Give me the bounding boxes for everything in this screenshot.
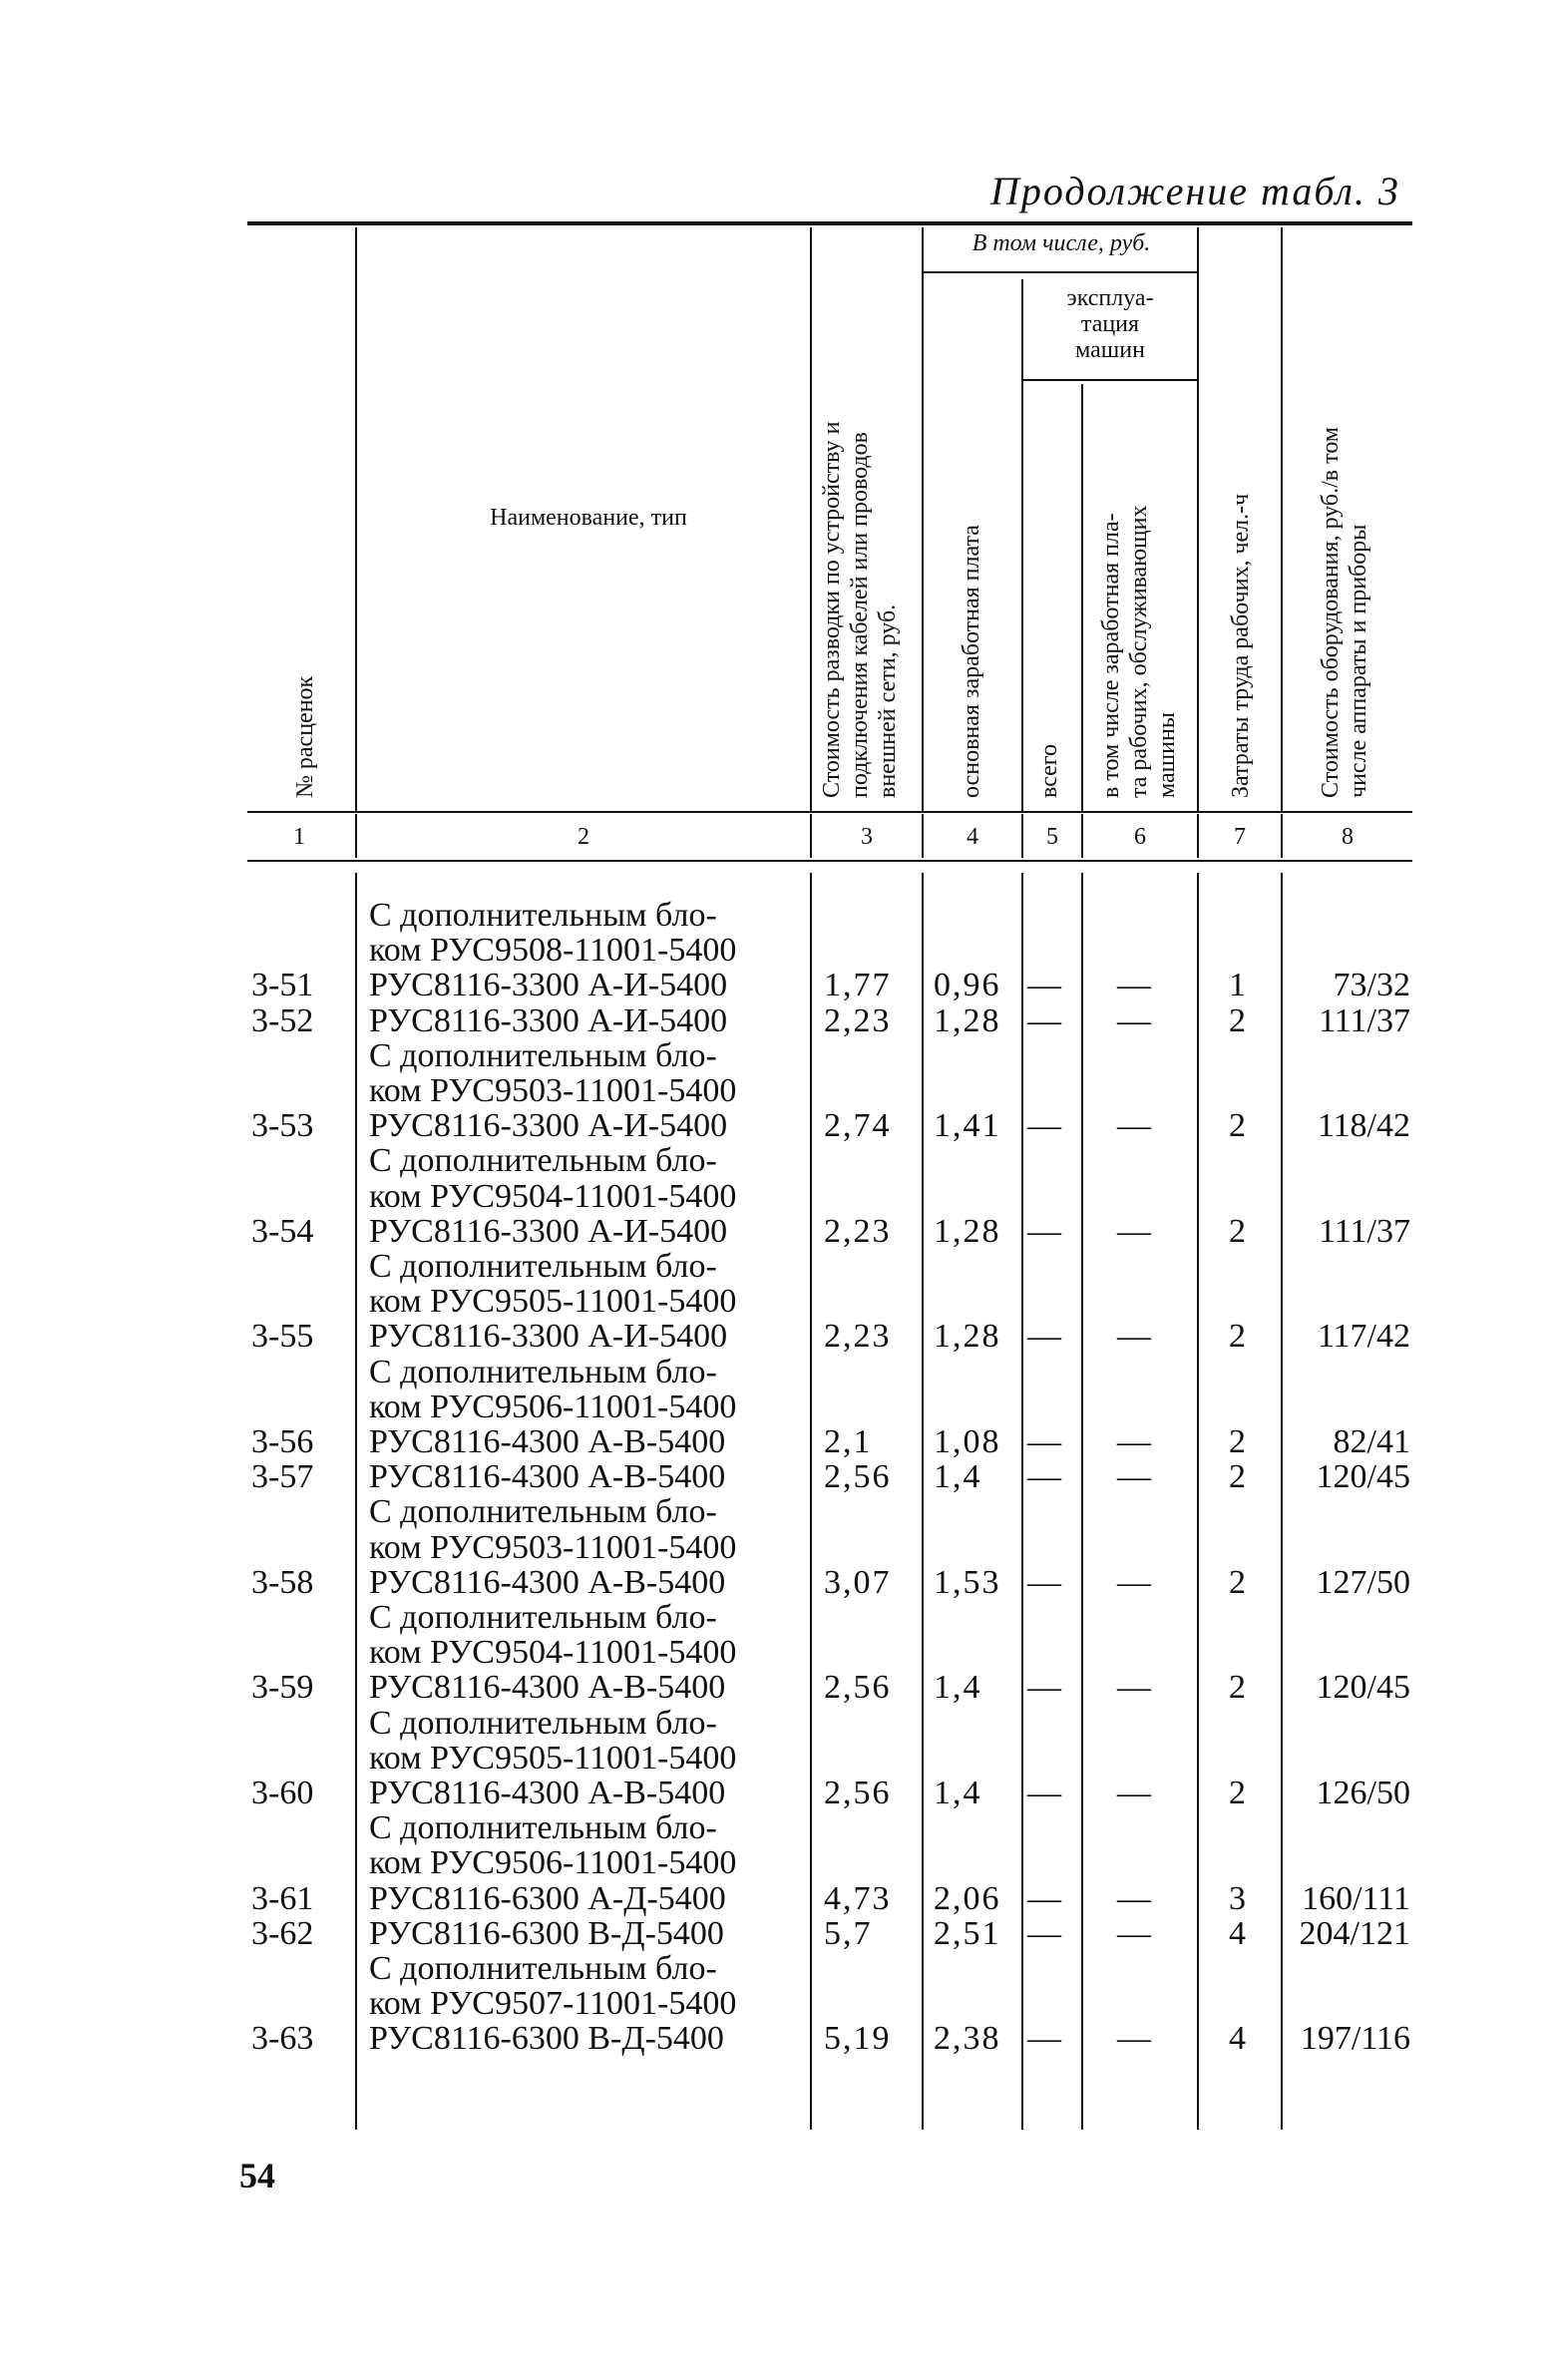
cell-name: РУС8116-3300 А-И-5400 — [369, 1318, 728, 1356]
colnum-divider — [922, 814, 924, 858]
column-number: 8 — [1342, 824, 1354, 850]
cell-v4: 1,28 — [934, 1212, 1001, 1250]
colnum-divider — [1081, 814, 1083, 858]
header-col4-label: основная заработная плата — [959, 525, 984, 798]
cell-name: РУС8116-3300 А-И-5400 — [369, 1212, 728, 1250]
cell-name: С дополнительным бло- — [369, 1353, 717, 1390]
cell-v4: 1,4 — [934, 1669, 982, 1707]
table-row — [0, 1600, 1550, 1636]
table-row — [0, 1284, 1550, 1320]
cell-v3: 1,77 — [824, 967, 892, 1004]
cell-v5: — — [1027, 1563, 1061, 1601]
cell-v6: — — [1117, 1212, 1151, 1250]
cell-name: ком РУС9503-11001-5400 — [369, 1528, 737, 1566]
cell-name: РУС8116-4300 А-В-5400 — [369, 1669, 726, 1707]
header-col5-label: всего — [1036, 743, 1062, 798]
table-row — [0, 1459, 1550, 1495]
cell-v7: 3 — [1229, 1879, 1246, 1917]
cell-name: РУС8116-4300 А-В-5400 — [369, 1563, 726, 1601]
table-row — [0, 898, 1550, 934]
colnum-bottom-rule — [247, 860, 1412, 862]
colnum-divider — [1281, 814, 1283, 858]
cell-name: РУС8116-6300 В-Д-5400 — [369, 1914, 724, 1952]
cell-name: ком РУС9507-11001-5400 — [369, 1985, 737, 2023]
header-col3-label: Стоимость разводки по устройству и подключения кабелей или проводов внешней сети, руб. — [819, 421, 901, 798]
cell-v8: 73/32 — [1333, 967, 1410, 1004]
cell-v3: 2,1 — [824, 1423, 873, 1460]
table-row — [0, 1810, 1550, 1846]
header-group-label: В том числе, руб. — [971, 230, 1151, 256]
header-divider — [1197, 227, 1199, 811]
cell-v5: — — [1027, 1318, 1061, 1356]
cell-v8: 197/116 — [1300, 2020, 1410, 2058]
header-col7-label: Затраты труда рабочих, чел.-ч — [1228, 493, 1254, 798]
cell-v7: 2 — [1229, 1775, 1246, 1811]
header-col2-label: Наименование, тип — [490, 505, 687, 531]
cell-num: 3-58 — [251, 1563, 314, 1601]
cell-v5: — — [1027, 1458, 1061, 1496]
cell-v7: 2 — [1229, 1001, 1246, 1039]
column-number: 2 — [578, 824, 589, 850]
cell-v4: 1,28 — [934, 1318, 1001, 1356]
cell-v3: 2,56 — [824, 1669, 892, 1707]
colnum-divider — [355, 814, 357, 858]
cell-v8: 111/37 — [1319, 1212, 1410, 1250]
cell-name: С дополнительным бло- — [369, 1950, 717, 1987]
cell-v7: 1 — [1229, 967, 1246, 1004]
cell-v4: 2,06 — [934, 1879, 1001, 1917]
cell-v6: — — [1117, 1001, 1151, 1039]
cell-num: 3-61 — [251, 1879, 314, 1917]
cell-v4: 2,38 — [934, 2020, 1001, 2058]
cell-num: 3-62 — [251, 1914, 314, 1952]
cell-v8: 127/50 — [1316, 1563, 1410, 1601]
cell-name: РУС8116-3300 А-И-5400 — [369, 1107, 728, 1145]
table-row — [0, 933, 1550, 969]
cell-v6: — — [1117, 1563, 1151, 1601]
cell-v7: 2 — [1229, 1212, 1246, 1250]
group-header-rule — [924, 271, 1197, 273]
column-number: 4 — [967, 824, 978, 850]
header-col8-label: Стоимость оборудования, руб./в том числе аппараты и приборы — [1318, 426, 1371, 798]
header-divider — [1281, 227, 1283, 811]
cell-v6: — — [1117, 1318, 1151, 1356]
cell-name: С дополнительным бло- — [369, 1142, 717, 1180]
cell-v6: — — [1117, 1107, 1151, 1145]
cell-v5: — — [1027, 1879, 1061, 1917]
column-number: 3 — [861, 824, 873, 850]
table-row — [0, 1916, 1550, 1952]
cell-v6: — — [1117, 1423, 1151, 1460]
cell-name: ком РУС9505-11001-5400 — [369, 1283, 737, 1321]
cell-num: 3-51 — [251, 967, 314, 1004]
cell-v6: — — [1117, 1879, 1151, 1917]
table-row — [0, 968, 1550, 1003]
colnum-divider — [1021, 814, 1023, 858]
table-row — [0, 1494, 1550, 1530]
cell-name: РУС8116-6300 А-Д-5400 — [369, 1879, 726, 1917]
header-divider — [810, 227, 812, 811]
cell-name: С дополнительным бло- — [369, 897, 717, 934]
cell-v5: — — [1027, 1669, 1061, 1707]
cell-v7: 2 — [1229, 1563, 1246, 1601]
cell-v3: 2,56 — [824, 1458, 892, 1496]
cell-v4: 1,4 — [934, 1458, 982, 1496]
table-row — [0, 1143, 1550, 1179]
cell-name: РУС8116-3300 А-И-5400 — [369, 967, 728, 1004]
cell-v7: 2 — [1229, 1423, 1246, 1460]
cell-name: РУС8116-3300 А-И-5400 — [369, 1001, 728, 1039]
cell-v7: 2 — [1229, 1669, 1246, 1707]
header-divider — [355, 227, 357, 811]
table-row — [0, 1635, 1550, 1671]
cell-v8: 117/42 — [1317, 1318, 1410, 1356]
cell-v5: — — [1027, 1914, 1061, 1952]
cell-name: ком РУС9504-11001-5400 — [369, 1177, 737, 1215]
table-row — [0, 1565, 1550, 1601]
table-row — [0, 1986, 1550, 2022]
cell-v4: 1,4 — [934, 1775, 982, 1811]
table-row — [0, 1319, 1550, 1355]
cell-v6: — — [1117, 1775, 1151, 1811]
cell-num: 3-60 — [251, 1775, 314, 1811]
cell-v6: — — [1117, 2020, 1151, 2058]
cell-v7: 2 — [1229, 1318, 1246, 1356]
colnum-divider — [810, 814, 812, 858]
header-bottom-rule — [247, 811, 1412, 813]
cell-num: 3-54 — [251, 1212, 314, 1250]
cell-v6: — — [1117, 1914, 1151, 1952]
header-divider — [1081, 384, 1083, 811]
cell-v8: 160/111 — [1302, 1879, 1410, 1917]
cell-name: С дополнительным бло- — [369, 1599, 717, 1636]
cell-v6: — — [1117, 1458, 1151, 1496]
table-row — [0, 1424, 1550, 1460]
cell-num: 3-55 — [251, 1318, 314, 1356]
cell-v3: 5,19 — [824, 2020, 892, 2058]
cell-v6: — — [1117, 967, 1151, 1004]
cell-name: РУС8116-4300 А-В-5400 — [369, 1458, 726, 1496]
header-subgroup-label: эксплуа- тация машин — [1066, 285, 1154, 363]
cell-v5: — — [1027, 1423, 1061, 1460]
table-row — [0, 1038, 1550, 1074]
cell-v7: 2 — [1229, 1107, 1246, 1145]
cell-name: С дополнительным бло- — [369, 1036, 717, 1074]
column-number: 7 — [1234, 824, 1246, 850]
cell-v4: 1,41 — [934, 1107, 1001, 1145]
cell-v4: 1,28 — [934, 1001, 1001, 1039]
cell-v8: 120/45 — [1316, 1458, 1410, 1496]
cell-name: ком РУС9506-11001-5400 — [369, 1844, 737, 1882]
cell-v8: 111/37 — [1319, 1001, 1410, 1039]
cell-v5: — — [1027, 1001, 1061, 1039]
cell-v5: — — [1027, 2020, 1061, 2058]
cell-num: 3-57 — [251, 1458, 314, 1496]
table-row — [0, 2021, 1550, 2057]
cell-num: 3-63 — [251, 2020, 314, 2058]
cell-v5: — — [1027, 1107, 1061, 1145]
table-caption: Продолжение табл. 3 — [989, 169, 1400, 213]
cell-v5: — — [1027, 1212, 1061, 1250]
page-number: 54 — [239, 2156, 275, 2195]
subgroup-header-rule — [1023, 379, 1197, 381]
cell-name: РУС8116-4300 А-В-5400 — [369, 1775, 726, 1811]
cell-v5: — — [1027, 967, 1061, 1004]
cell-v3: 2,23 — [824, 1212, 892, 1250]
cell-name: С дополнительным бло- — [369, 1809, 717, 1847]
colnum-divider — [1197, 814, 1199, 858]
table-row — [0, 1741, 1550, 1777]
table-row — [0, 1355, 1550, 1390]
table-row — [0, 1881, 1550, 1917]
cell-v8: 120/45 — [1316, 1669, 1410, 1707]
cell-v3: 5,7 — [824, 1914, 873, 1952]
cell-num: 3-56 — [251, 1423, 314, 1460]
table-row — [0, 1776, 1550, 1811]
table-row — [0, 1706, 1550, 1742]
cell-num: 3-52 — [251, 1001, 314, 1039]
cell-v3: 4,73 — [824, 1879, 892, 1917]
table-row — [0, 1389, 1550, 1425]
header-col1-label: № расценок — [292, 675, 318, 798]
cell-v7: 4 — [1229, 2020, 1246, 2058]
cell-v3: 2,23 — [824, 1001, 892, 1039]
table-top-rule — [247, 221, 1412, 225]
cell-v3: 2,23 — [824, 1318, 892, 1356]
header-divider — [922, 227, 924, 811]
cell-v3: 2,56 — [824, 1775, 892, 1811]
cell-v6: — — [1117, 1669, 1151, 1707]
table-row — [0, 1073, 1550, 1109]
cell-v4: 2,51 — [934, 1914, 1001, 1952]
cell-v4: 1,08 — [934, 1423, 1001, 1460]
cell-name: ком РУС9504-11001-5400 — [369, 1634, 737, 1672]
cell-num: 3-53 — [251, 1107, 314, 1145]
table-row — [0, 1003, 1550, 1039]
cell-name: РУС8116-4300 А-В-5400 — [369, 1423, 726, 1460]
cell-v3: 2,74 — [824, 1107, 892, 1145]
table-row — [0, 1670, 1550, 1706]
table-row — [0, 1530, 1550, 1566]
column-number: 6 — [1134, 824, 1146, 850]
cell-name: С дополнительным бло- — [369, 1704, 717, 1742]
table-row — [0, 1179, 1550, 1215]
cell-name: ком РУС9505-11001-5400 — [369, 1739, 737, 1777]
header-divider — [1021, 279, 1023, 811]
header-col6-label: в том числе заработная пла- та рабочих, обслуживающих машины — [1098, 505, 1180, 798]
cell-name: С дополнительным бло- — [369, 1493, 717, 1531]
cell-v4: 1,53 — [934, 1563, 1001, 1601]
cell-v7: 2 — [1229, 1458, 1246, 1496]
table-row — [0, 1951, 1550, 1987]
cell-v7: 4 — [1229, 1914, 1246, 1952]
cell-v8: 118/42 — [1317, 1107, 1410, 1145]
cell-name: ком РУС9508-11001-5400 — [369, 932, 737, 970]
cell-name: ком РУС9503-11001-5400 — [369, 1072, 737, 1109]
cell-v8: 126/50 — [1316, 1775, 1410, 1811]
cell-name: ком РУС9506-11001-5400 — [369, 1388, 737, 1425]
column-number: 5 — [1046, 824, 1058, 850]
table-row — [0, 1249, 1550, 1285]
cell-v8: 204/121 — [1299, 1914, 1410, 1952]
cell-name: С дополнительным бло- — [369, 1248, 717, 1285]
cell-name: РУС8116-6300 В-Д-5400 — [369, 2020, 724, 2058]
table-row — [0, 1108, 1550, 1144]
cell-v4: 0,96 — [934, 967, 1001, 1004]
cell-v8: 82/41 — [1333, 1423, 1410, 1460]
cell-v5: — — [1027, 1775, 1061, 1811]
table-row — [0, 1845, 1550, 1881]
column-number: 1 — [293, 824, 305, 850]
table-row — [0, 1214, 1550, 1250]
cell-num: 3-59 — [251, 1669, 314, 1707]
cell-v3: 3,07 — [824, 1563, 892, 1601]
